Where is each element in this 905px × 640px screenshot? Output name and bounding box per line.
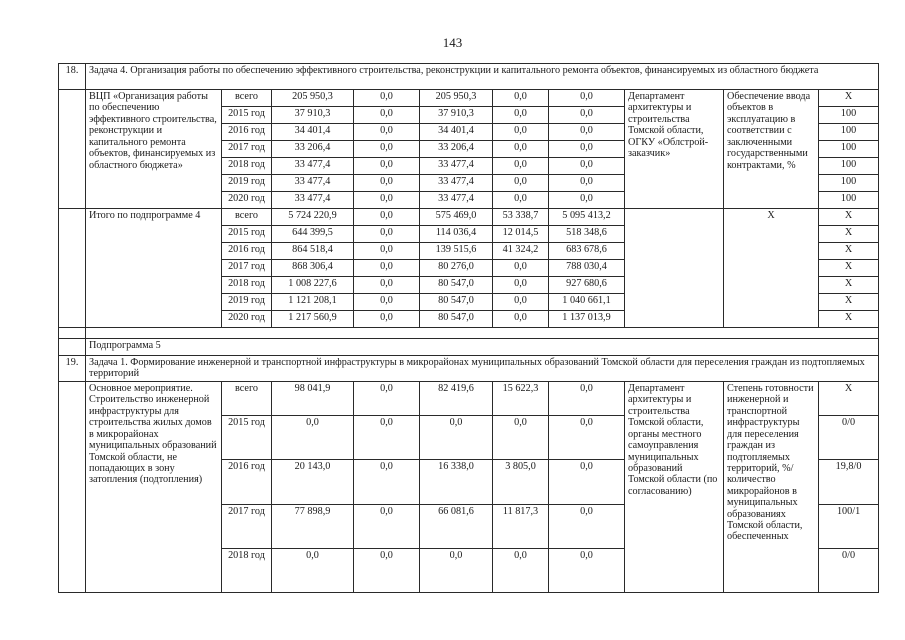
regional-budget-cell: 80 547,0	[420, 311, 493, 328]
row-number-cell	[59, 328, 86, 339]
regional-budget-cell: 575 469,0	[420, 209, 493, 226]
table-row	[59, 382, 879, 416]
total-cell: 37 910,3	[272, 107, 354, 124]
table-row	[59, 328, 879, 339]
local-budget-cell: 0,0	[493, 141, 549, 158]
extrabudget-cell: 0,0	[549, 107, 625, 124]
regional-budget-cell: 66 081,6	[420, 505, 493, 549]
federal-budget-cell: 0,0	[354, 90, 420, 107]
regional-budget-cell: 33 477,4	[420, 158, 493, 175]
federal-budget-cell: 0,0	[354, 549, 420, 593]
federal-budget-cell: 0,0	[354, 141, 420, 158]
total-cell: 0,0	[272, 549, 354, 593]
event-name: ВЦП «Организация работы по обеспечению эффективного строительства, реконструкции и капитального ремонта объектов, финансируемых из областного бюджета»	[86, 90, 222, 209]
indicator-value-cell: X	[819, 311, 879, 328]
local-budget-cell: 0,0	[493, 277, 549, 294]
local-budget-cell: 0,0	[493, 416, 549, 460]
event-name: Итого по подпрограмме 4	[86, 209, 222, 328]
indicator-value-cell: 0/0	[819, 416, 879, 460]
local-budget-cell: 0,0	[493, 294, 549, 311]
task-title: Задача 4. Организация работы по обеспечению эффективного строительства, реконструкции и капитального ремонта объектов, финансируемых из областного бюджета	[86, 64, 879, 90]
federal-budget-cell: 0,0	[354, 382, 420, 416]
table-row	[59, 356, 879, 382]
regional-budget-cell: 82 419,6	[420, 382, 493, 416]
indicator-cell: Обеспечение ввода объектов в эксплуатацию в соответствии с заключенными государственными контрактами, %	[724, 90, 819, 209]
indicator-value-cell: 100	[819, 192, 879, 209]
executor-cell: Департамент архитектуры и строительства Томской области, органы местного самоуправления муниципальных образований Томской области (по согласованию)	[625, 382, 724, 593]
total-cell: 644 399,5	[272, 226, 354, 243]
regional-budget-cell: 33 477,4	[420, 175, 493, 192]
local-budget-cell: 53 338,7	[493, 209, 549, 226]
federal-budget-cell: 0,0	[354, 107, 420, 124]
indicator-value-cell: 100	[819, 158, 879, 175]
local-budget-cell: 3 805,0	[493, 460, 549, 505]
local-budget-cell: 15 622,3	[493, 382, 549, 416]
indicator-value-cell: 19,8/0	[819, 460, 879, 505]
federal-budget-cell: 0,0	[354, 277, 420, 294]
total-cell: 1 121 208,1	[272, 294, 354, 311]
row-number-cell	[59, 209, 86, 328]
total-cell: 33 477,4	[272, 192, 354, 209]
indicator-value-cell: 100	[819, 124, 879, 141]
total-cell: 864 518,4	[272, 243, 354, 260]
year-cell: 2016 год	[222, 243, 272, 260]
indicator-value-cell: X	[819, 260, 879, 277]
year-cell: 2015 год	[222, 107, 272, 124]
year-cell: 2015 год	[222, 416, 272, 460]
indicator-value-cell: X	[819, 277, 879, 294]
total-cell: 98 041,9	[272, 382, 354, 416]
federal-budget-cell: 0,0	[354, 294, 420, 311]
total-cell: 868 306,4	[272, 260, 354, 277]
federal-budget-cell: 0,0	[354, 226, 420, 243]
indicator-cell: Степень готовности инженерной и транспортной инфраструктуры для переселения граждан из подтопляемых территорий, %/ количество микрорайонов в муниципальных образованиях Томской области, обеспеченных	[724, 382, 819, 593]
indicator-value-cell: X	[819, 209, 879, 226]
federal-budget-cell: 0,0	[354, 175, 420, 192]
budget-table	[58, 63, 879, 593]
year-cell: 2016 год	[222, 460, 272, 505]
task-title: Задача 1. Формирование инженерной и транспортной инфраструктуры в микрорайонах муниципальных образований Томской области для переселения граждан из подтопляемых территорий	[86, 356, 879, 382]
year-cell: 2016 год	[222, 124, 272, 141]
regional-budget-cell: 37 910,3	[420, 107, 493, 124]
table-body	[59, 64, 879, 593]
year-cell: 2017 год	[222, 141, 272, 158]
extrabudget-cell: 0,0	[549, 460, 625, 505]
extrabudget-cell: 0,0	[549, 416, 625, 460]
indicator-value-cell: 100/1	[819, 505, 879, 549]
extrabudget-cell: 1 137 013,9	[549, 311, 625, 328]
executor-cell: Департамент архитектуры и строительства Томской области, ОГКУ «Облстрой-заказчик»	[625, 90, 724, 209]
local-budget-cell: 0,0	[493, 124, 549, 141]
federal-budget-cell: 0,0	[354, 416, 420, 460]
extrabudget-cell: 0,0	[549, 192, 625, 209]
regional-budget-cell: 80 276,0	[420, 260, 493, 277]
total-cell: 205 950,3	[272, 90, 354, 107]
indicator-value-cell: X	[819, 226, 879, 243]
regional-budget-cell: 16 338,0	[420, 460, 493, 505]
extrabudget-cell: 0,0	[549, 382, 625, 416]
extrabudget-cell: 0,0	[549, 90, 625, 107]
indicator-value-cell: 100	[819, 107, 879, 124]
local-budget-cell: 11 817,3	[493, 505, 549, 549]
extrabudget-cell: 0,0	[549, 158, 625, 175]
extrabudget-cell: 0,0	[549, 505, 625, 549]
federal-budget-cell: 0,0	[354, 311, 420, 328]
year-cell: 2020 год	[222, 311, 272, 328]
indicator-value-cell: X	[819, 294, 879, 311]
extrabudget-cell: 0,0	[549, 175, 625, 192]
year-cell: всего	[222, 90, 272, 107]
federal-budget-cell: 0,0	[354, 243, 420, 260]
local-budget-cell: 0,0	[493, 90, 549, 107]
subprogram-title: Подпрограмма 5	[86, 339, 879, 356]
extrabudget-cell: 0,0	[549, 124, 625, 141]
federal-budget-cell: 0,0	[354, 505, 420, 549]
extrabudget-cell: 5 095 413,2	[549, 209, 625, 226]
regional-budget-cell: 205 950,3	[420, 90, 493, 107]
total-cell: 0,0	[272, 416, 354, 460]
year-cell: 2018 год	[222, 549, 272, 593]
total-cell: 20 143,0	[272, 460, 354, 505]
extrabudget-cell: 0,0	[549, 549, 625, 593]
total-cell: 33 206,4	[272, 141, 354, 158]
year-cell: всего	[222, 382, 272, 416]
total-cell: 34 401,4	[272, 124, 354, 141]
extrabudget-cell: 0,0	[549, 141, 625, 158]
local-budget-cell: 0,0	[493, 192, 549, 209]
regional-budget-cell: 33 206,4	[420, 141, 493, 158]
extrabudget-cell: 788 030,4	[549, 260, 625, 277]
regional-budget-cell: 33 477,4	[420, 192, 493, 209]
regional-budget-cell: 0,0	[420, 416, 493, 460]
year-cell: всего	[222, 209, 272, 226]
spacer-cell	[86, 328, 879, 339]
local-budget-cell: 0,0	[493, 107, 549, 124]
regional-budget-cell: 34 401,4	[420, 124, 493, 141]
federal-budget-cell: 0,0	[354, 209, 420, 226]
federal-budget-cell: 0,0	[354, 260, 420, 277]
regional-budget-cell: 80 547,0	[420, 277, 493, 294]
page-number: 143	[442, 35, 463, 50]
total-cell: 33 477,4	[272, 158, 354, 175]
row-number-cell	[59, 339, 86, 356]
extrabudget-cell: 518 348,6	[549, 226, 625, 243]
total-cell: 1 217 560,9	[272, 311, 354, 328]
total-cell: 1 008 227,6	[272, 277, 354, 294]
federal-budget-cell: 0,0	[354, 192, 420, 209]
federal-budget-cell: 0,0	[354, 124, 420, 141]
row-number: 18.	[59, 64, 86, 90]
row-number-cell	[59, 382, 86, 593]
local-budget-cell: 0,0	[493, 260, 549, 277]
total-cell: 77 898,9	[272, 505, 354, 549]
year-cell: 2017 год	[222, 260, 272, 277]
regional-budget-cell: 114 036,4	[420, 226, 493, 243]
year-cell: 2019 год	[222, 294, 272, 311]
federal-budget-cell: 0,0	[354, 158, 420, 175]
indicator-value-cell: X	[819, 90, 879, 107]
indicator-value-cell: 100	[819, 141, 879, 158]
regional-budget-cell: 139 515,6	[420, 243, 493, 260]
local-budget-cell: 12 014,5	[493, 226, 549, 243]
extrabudget-cell: 927 680,6	[549, 277, 625, 294]
indicator-cell: X	[724, 209, 819, 328]
task-row-18	[59, 64, 879, 90]
event-name: Основное мероприятие. Строительство инженерной инфраструктуры для строительства жилых домов в микрорайонах муниципальных образований Томской области, не попадающих в зону затопления (подтопления)	[86, 382, 222, 593]
row-number-cell	[59, 90, 86, 209]
local-budget-cell: 0,0	[493, 311, 549, 328]
local-budget-cell: 41 324,2	[493, 243, 549, 260]
indicator-value-cell: 100	[819, 175, 879, 192]
row-number: 19.	[59, 356, 86, 382]
indicator-value-cell: X	[819, 243, 879, 260]
table-row	[59, 209, 879, 226]
indicator-value-cell: X	[819, 382, 879, 416]
indicator-value-cell: 0/0	[819, 549, 879, 593]
regional-budget-cell: 0,0	[420, 549, 493, 593]
local-budget-cell: 0,0	[493, 158, 549, 175]
year-cell: 2017 год	[222, 505, 272, 549]
local-budget-cell: 0,0	[493, 549, 549, 593]
year-cell: 2015 год	[222, 226, 272, 243]
table-row	[59, 90, 879, 107]
year-cell: 2018 год	[222, 277, 272, 294]
extrabudget-cell: 1 040 661,1	[549, 294, 625, 311]
regional-budget-cell: 80 547,0	[420, 294, 493, 311]
total-cell: 33 477,4	[272, 175, 354, 192]
total-cell: 5 724 220,9	[272, 209, 354, 226]
year-cell: 2019 год	[222, 175, 272, 192]
federal-budget-cell: 0,0	[354, 460, 420, 505]
extrabudget-cell: 683 678,6	[549, 243, 625, 260]
executor-cell	[625, 209, 724, 328]
table-row	[59, 339, 879, 356]
year-cell: 2018 год	[222, 158, 272, 175]
year-cell: 2020 год	[222, 192, 272, 209]
local-budget-cell: 0,0	[493, 175, 549, 192]
